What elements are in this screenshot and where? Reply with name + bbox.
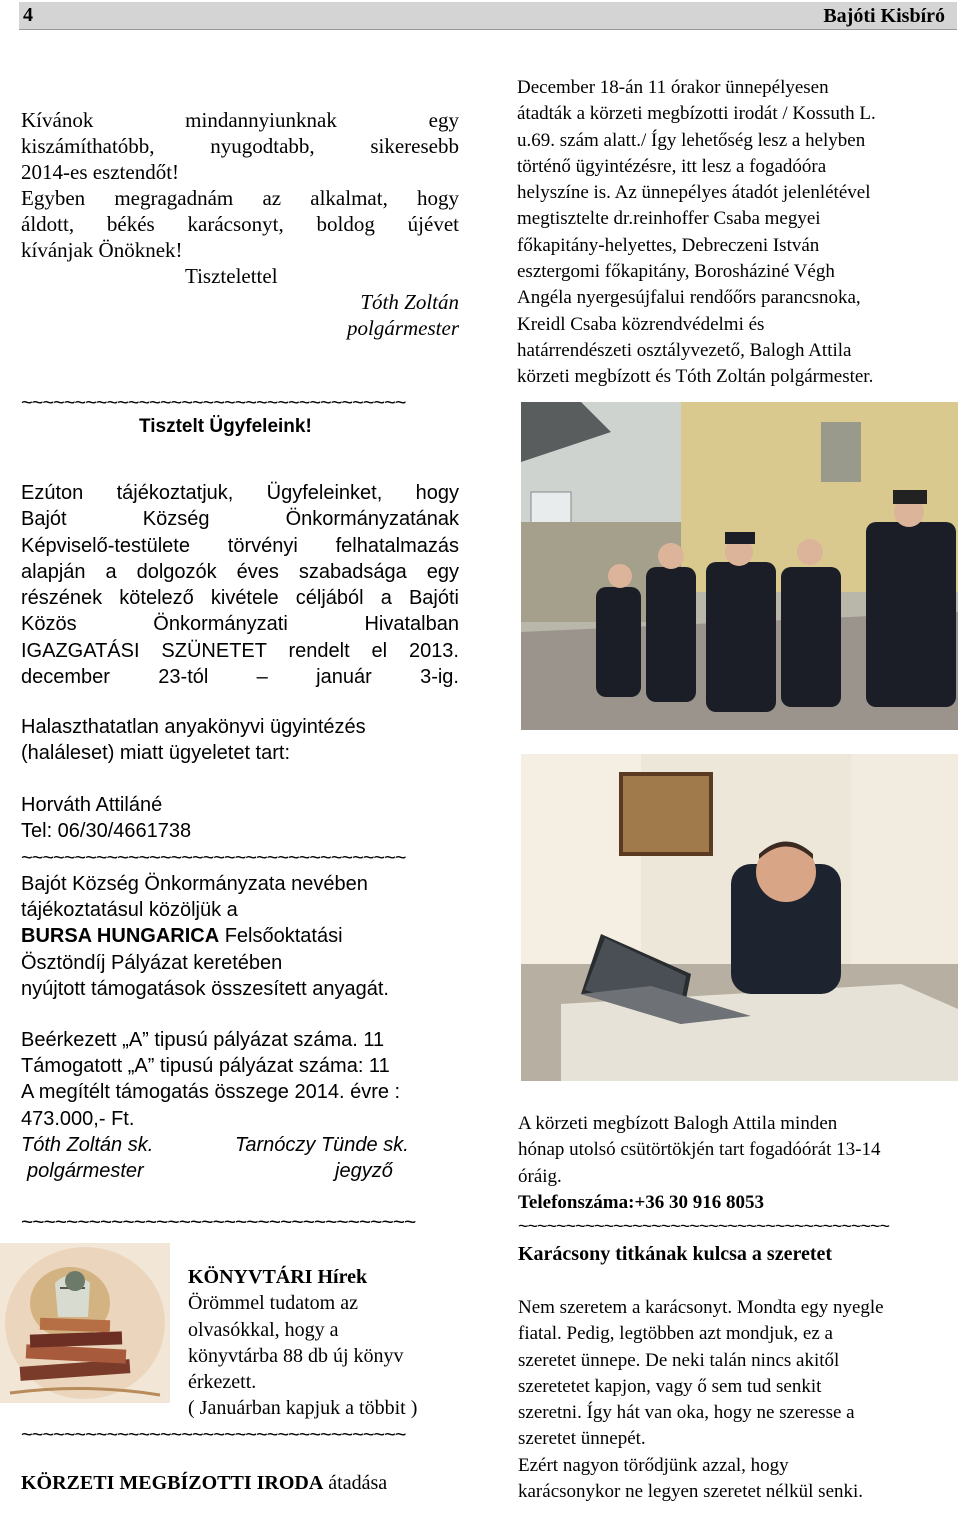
bursa-line: Bajót Község Önkormányzata nevében bbox=[21, 873, 368, 895]
separator: ~~~~~~~~~~~~~~~~~~~~~~~~~~~~~~~~~~~~ bbox=[21, 393, 406, 413]
article-line: határrendészeti osztályvezető, Balogh Attila bbox=[517, 339, 852, 361]
duty-line: (haláleset) miatt ügyeletet tart: bbox=[21, 742, 291, 764]
greeting-block bbox=[21, 106, 459, 342]
christmas-heading: Karácsony titkának kulcsa a szeretet bbox=[518, 1243, 833, 1265]
ceremony-photo-image bbox=[521, 402, 958, 730]
notice-body bbox=[21, 480, 459, 690]
christmas-line: szeretetet kapjon, vagy ő sem tud senkit bbox=[518, 1375, 822, 1397]
article-line: Angéla nyergesújfalui rendőőrs parancsnoka, bbox=[517, 287, 861, 309]
library-line: ( Januárban kapjuk a többit ) bbox=[188, 1397, 418, 1420]
notice-line: alapján a dolgozók éves szabadsága egy bbox=[21, 560, 459, 583]
bursa-line: nyújtott támogatások összesített anyagát. bbox=[21, 977, 389, 1000]
notice-line: december 23-tól – január 3-ig. bbox=[21, 666, 459, 689]
greeting-closing: Tisztelettel bbox=[185, 264, 278, 288]
bursa-stat: Beérkezett „A” tipusú pályázat száma. 11 bbox=[21, 1029, 385, 1051]
notice-line: IGAZGATÁSI SZÜNETET rendelt el 2013. bbox=[21, 639, 459, 662]
officer-info-line: hónap utolsó csütörtökjén tart fogadóórát 13-14 bbox=[518, 1139, 881, 1161]
contact-name: Horváth Attiláné bbox=[21, 794, 163, 816]
duty-info bbox=[21, 714, 366, 844]
greeting-line: kívánjak Önöknek! bbox=[21, 238, 183, 262]
office-article bbox=[517, 75, 957, 391]
notice-line: részének kötelező kivétele céljából a Bajóti bbox=[21, 587, 459, 610]
bursa-line: BURSA HUNGARICA Felsőoktatási bbox=[21, 925, 343, 948]
notice-line: Közös Önkormányzati Hivatalban bbox=[21, 613, 459, 636]
article-line: u.69. szám alatt./ Így lehetőség lesz a helyben bbox=[517, 129, 866, 151]
article-line: főkapitány-helyettes, Debreczeni István bbox=[517, 234, 820, 256]
page-number: 4 bbox=[23, 4, 33, 26]
notice-line: Bajót Község Önkormányzatának bbox=[21, 508, 459, 531]
bursa-stats bbox=[21, 1027, 461, 1184]
library-block bbox=[188, 1264, 458, 1422]
christmas-line: Ezért nagyon törődjünk azzal, hogy bbox=[518, 1454, 789, 1476]
officer-photo-image bbox=[521, 754, 958, 1081]
christmas-line: Nem szeretem a karácsonyt. Mondta egy nyegle bbox=[518, 1297, 884, 1318]
page-header bbox=[19, 2, 957, 30]
publication-title: Bajóti Kisbíró bbox=[823, 5, 945, 27]
ceremony-photo bbox=[521, 402, 958, 730]
separator: ~~~~~~~~~~~~~~~~~~~~~~~~~~~~~~~~~~~~~~~ bbox=[518, 1216, 889, 1236]
article-line: helyszíne is. Az ünnepélyes átadót jelenlétével bbox=[517, 182, 871, 204]
article-line: körzeti megbízott és Tóth Zoltán polgármester. bbox=[517, 366, 874, 388]
notice-line: Ezúton tájékoztatjuk, Ügyfeleinket, hogy bbox=[21, 482, 459, 504]
bursa-stat: 473.000,- Ft. bbox=[21, 1107, 135, 1130]
officer-phone: Telefonszáma:+36 30 916 8053 bbox=[518, 1191, 765, 1213]
bursa-block bbox=[21, 871, 461, 1002]
bursa-signatures: Tóth Zoltán sk. Tarnóczy Tünde sk. bbox=[21, 1133, 409, 1156]
greeting-signer: Tóth Zoltán bbox=[360, 290, 459, 314]
separator: ~~~~~~~~~~~~~~~~~~~~~~~~~~~~~~~~~~~~ bbox=[21, 1425, 406, 1445]
officer-info bbox=[518, 1111, 958, 1216]
library-illustration bbox=[0, 1243, 170, 1403]
duty-line: Halaszthatatlan anyakönyvi ügyintézés bbox=[21, 716, 366, 738]
separator: ~~~~~~~~~~~~~~~~~~~~~~~~~~~~~~~~~~~ bbox=[21, 1213, 416, 1233]
contact-phone: Tel: 06/30/4661738 bbox=[21, 820, 192, 842]
library-line: olvasókkal, hogy a bbox=[188, 1318, 339, 1341]
bursa-signature-titles: polgármester jegyző bbox=[27, 1159, 393, 1182]
bursa-line: Ösztöndíj Pályázat keretében bbox=[21, 951, 283, 974]
article-line: történő ügyintézésre, itt lesz a fogadóóra bbox=[517, 155, 827, 177]
bursa-stat: A megítélt támogatás összege 2014. évre : bbox=[21, 1081, 401, 1104]
christmas-line: fiatal. Pedig, legtöbben azt mondjuk, ez a bbox=[518, 1323, 833, 1345]
greeting-line: kiszámíthatóbb, nyugodtabb, sikeresebb bbox=[21, 134, 459, 158]
officer-photo bbox=[521, 754, 958, 1081]
officer-info-line: óráig. bbox=[518, 1165, 562, 1187]
library-heading: KÖNYVTÁRI Hírek bbox=[188, 1266, 368, 1288]
article-line: esztergomi főkapitány, Borosháziné Végh bbox=[517, 261, 835, 283]
greeting-line: 2014-es esztendőt! bbox=[21, 160, 180, 184]
greeting-line: Egyben megragadnám az alkalmat, hogy bbox=[21, 186, 459, 210]
library-line: Örömmel tudatom az bbox=[188, 1292, 358, 1315]
bursa-stat: Támogatott „A” tipusú pályázat száma: 11 bbox=[21, 1055, 390, 1078]
office-title: KÖRZETI MEGBÍZOTTI IRODA átadása bbox=[21, 1472, 388, 1494]
officer-info-line: A körzeti megbízott Balogh Attila minden bbox=[518, 1113, 838, 1134]
christmas-line: szeretet ünnepét. bbox=[518, 1428, 646, 1450]
article-line: Kreidl Csaba közrendvédelmi és bbox=[517, 313, 765, 335]
article-line: megtisztelte dr.reinhoffer Csaba megyei bbox=[517, 208, 821, 230]
christmas-line: szeretet ünnepe. De neki talán nincs akitől bbox=[518, 1349, 840, 1371]
christmas-line: szeretni. Így hát van oka, hogy ne szeresse a bbox=[518, 1402, 855, 1424]
christmas-line: karácsonykor ne legyen szeretet nélkül senki. bbox=[518, 1481, 864, 1503]
bursa-line: tájékoztatásul közöljük a bbox=[21, 899, 238, 922]
christmas-body bbox=[518, 1295, 958, 1505]
article-line: átadták a körzeti megbízotti irodát / Kossuth L. bbox=[517, 103, 876, 125]
separator: ~~~~~~~~~~~~~~~~~~~~~~~~~~~~~~~~~~~~ bbox=[21, 848, 406, 868]
greeting-signer-title: polgármester bbox=[347, 316, 459, 340]
greeting-line: Kívánok mindannyiunknak egy bbox=[21, 108, 459, 132]
library-line: könyvtárba 88 db új könyv bbox=[188, 1344, 404, 1367]
notice-heading: Tisztelt Ügyfeleink! bbox=[139, 416, 312, 437]
greeting-line: áldott, békés karácsonyt, boldog újévet bbox=[21, 212, 459, 236]
notice-line: Képviselő-testülete törvényi felhatalmazás bbox=[21, 534, 459, 557]
library-line: érkezett. bbox=[188, 1371, 257, 1394]
article-line: December 18-án 11 órakor ünnepélyesen bbox=[517, 77, 829, 98]
books-drawing-icon bbox=[0, 1243, 170, 1403]
